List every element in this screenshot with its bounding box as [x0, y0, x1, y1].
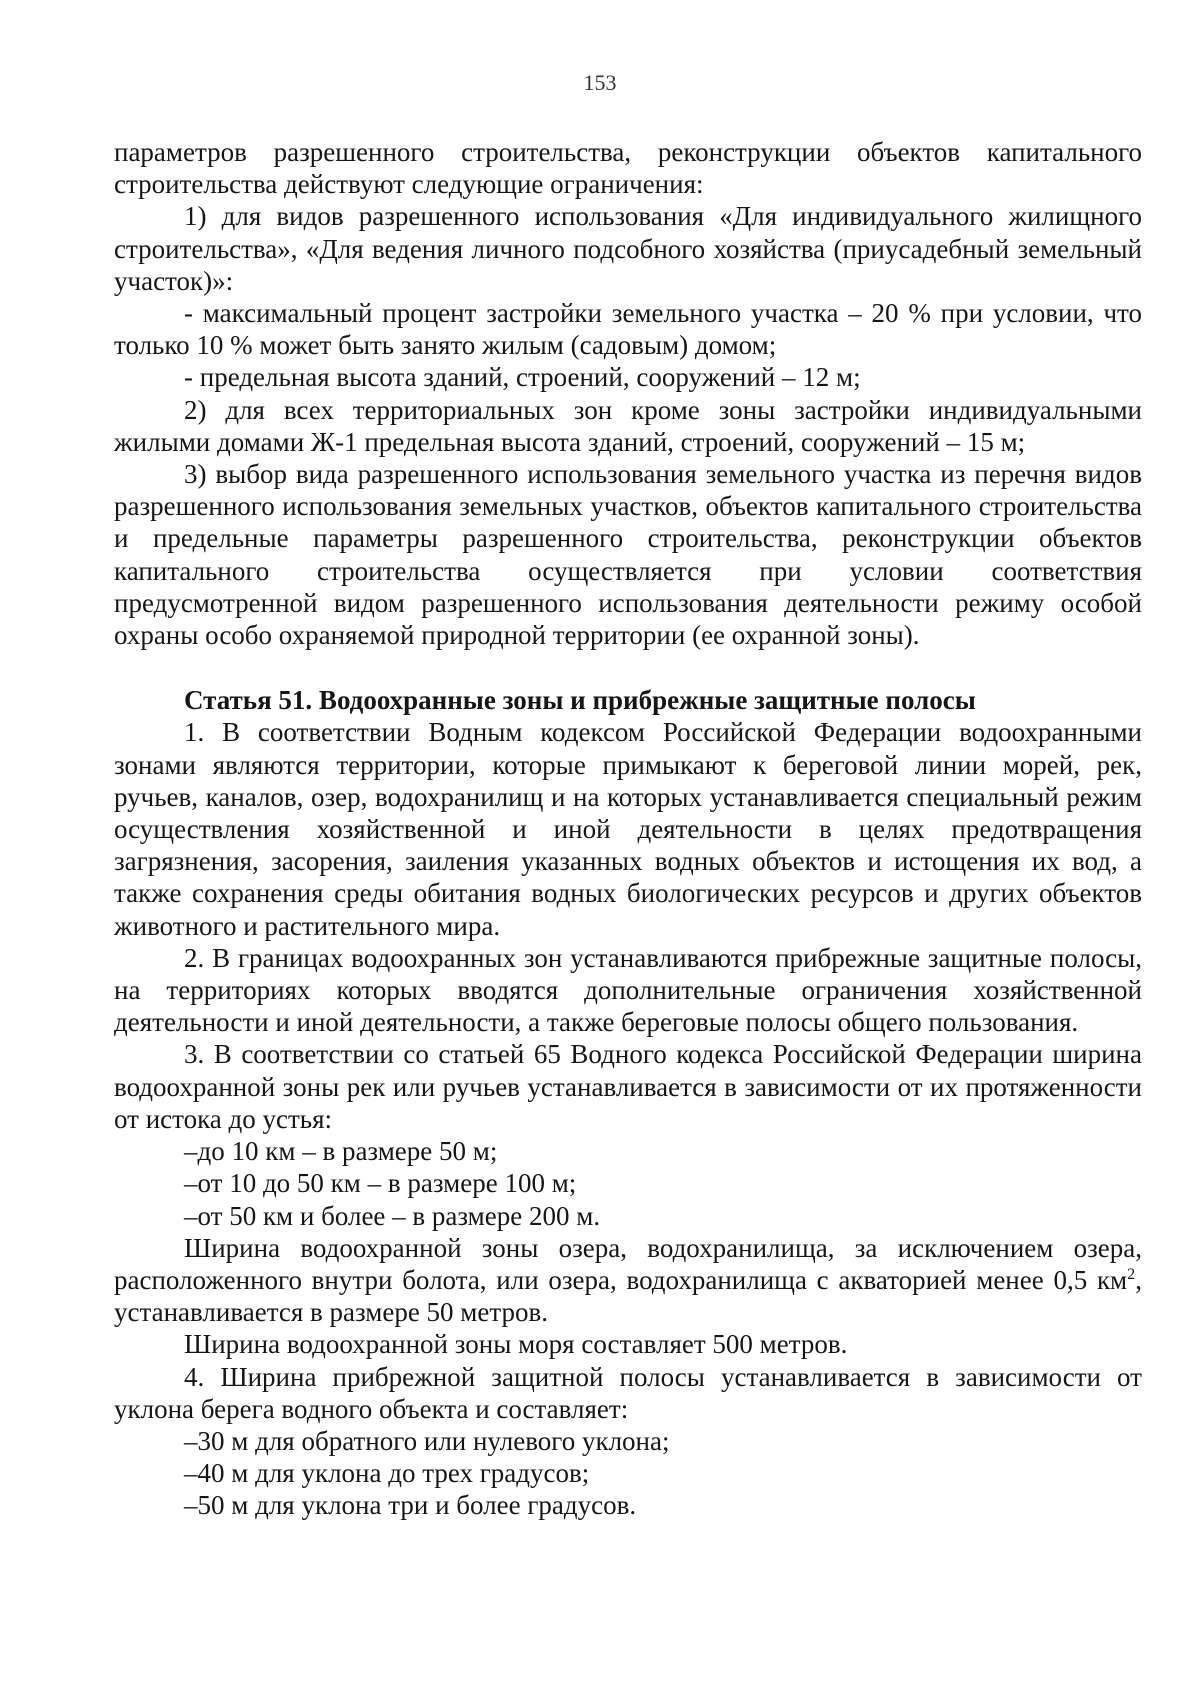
page-number: 153 — [583, 70, 617, 95]
paragraph-bullet-max-percent: - максимальный процент застройки земельного участка – 20 % при условии, что только 10 % может быть занято жилым (садовым) домом; — [114, 298, 1142, 361]
article-paragraph-2: 2. В границах водоохранных зон устанавливаются прибрежные защитные полосы, на территориях которых вводятся дополнительные ограничения хозяйственной деятельности и иной деятельности, а также береговые полосы общего пользования. — [114, 942, 1142, 1038]
article-paragraph-lake-width — [114, 1232, 1142, 1329]
article-heading: Статья 51. Водоохранные зоны и прибрежные защитные полосы — [184, 685, 976, 716]
article-paragraph-1: 1. В соответствии Водным кодексом Российской Федерации водоохранными зонами являются территории, которые примыкают к береговой линии морей, рек, ручьев, каналов, озер, водохранилищ и на которых устанавливается специальный режим осуществления хозяйственной и иной деятельности в целях предотвращения загрязнения, засорения, заиления указанных водных объектов и истощения их вод, а также сохранения среды обитания водных биологических ресурсов и других объектов животного и растительного мира. — [114, 717, 1142, 941]
paragraph-continuation: параметров разрешенного строительства, реконструкции объектов капитального строительства действуют следующие ограничения: — [114, 137, 1142, 200]
document-body — [114, 136, 1142, 1522]
paragraph-bullet-max-height: - предельная высота зданий, строений, сооружений – 12 м; — [184, 362, 861, 393]
list-item: –40 м для уклона до трех градусов; — [184, 1458, 590, 1489]
lake-width-text: Ширина водоохранной зоны озера, водохранилища, за исключением озера, расположенного внутри болота, или озера, водохранилища с акваторией менее 0,5 км — [114, 1232, 1142, 1295]
paragraph-item-3: 3) выбор вида разрешенного использования земельного участка из перечня видов разрешенного использования земельных участков, объектов капитального строительства и предельные параметры разрешенного строительства, реконструкции объектов капитального строительства осуществляется при условии соответствия предусмотренной видом разрешенного использования деятельности режиму особой охраны особо охраняемой природной территории (ее охранной зоны). — [114, 459, 1142, 651]
paragraph-item-2: 2) для всех территориальных зон кроме зоны застройки индивидуальными жилыми домами Ж-1 предельная высота зданий, строений, сооружений – 15 м; — [114, 394, 1142, 457]
lake-width-text-end: , устанавливается в размере 50 метров. — [114, 1264, 1142, 1328]
list-item: –до 10 км – в размере 50 м; — [184, 1136, 498, 1167]
list-item: –50 м для уклона три и более градусов. — [184, 1490, 637, 1521]
list-item: –от 10 до 50 км – в размере 100 м; — [184, 1168, 577, 1199]
article-paragraph-sea-width: Ширина водоохранной зоны моря составляет 500 метров. — [184, 1329, 848, 1360]
list-item: –от 50 км и более – в размере 200 м. — [184, 1200, 601, 1231]
article-paragraph-3: 3. В соответствии со статьей 65 Водного кодекса Российской Федерации ширина водоохранной зоны рек или ручьев устанавливается в зависимости от их протяженности от истока до устья: — [114, 1039, 1142, 1134]
superscript: 2 — [1127, 1264, 1136, 1283]
list-item: –30 м для обратного или нулевого уклона; — [184, 1425, 670, 1456]
paragraph-item-1: 1) для видов разрешенного использования «Для индивидуального жилищного строительства», «Для ведения личного подсобного хозяйства (приусадебный земельный участок)»: — [114, 201, 1142, 296]
article-paragraph-4: 4. Ширина прибрежной защитной полосы устанавливается в зависимости от уклона берега водного объекта и составляет: — [114, 1361, 1142, 1424]
